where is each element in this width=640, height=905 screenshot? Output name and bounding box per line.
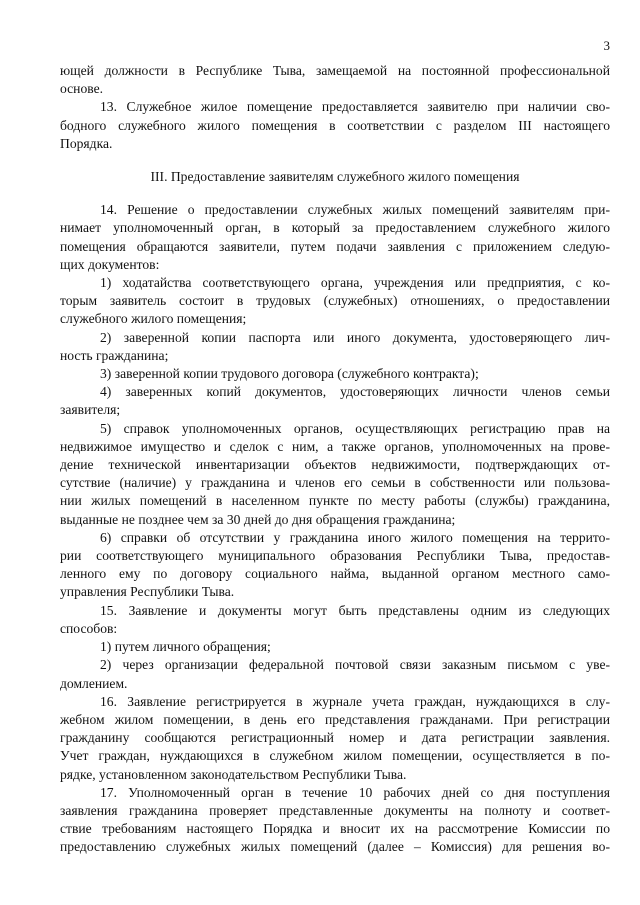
text-line: 6) справки об отсутствии у гражданина иного жилого помещения на террито- [100, 529, 610, 545]
text-line: 15. Заявление и документы могут быть представлены одним из следующих [100, 602, 610, 618]
text-line: ствие требованиям настоящего Порядка и вносит их на рассмотрение Комиссии по [60, 821, 610, 837]
text-line: рии соответствующего муниципального образования Республики Тыва, предостав- [60, 548, 610, 564]
text-line: основе. [60, 81, 104, 97]
text-line: дение технической инвентаризации объектов недвижимости, подтверждающих от- [60, 457, 610, 473]
document-body [60, 62, 610, 857]
text-line: 14. Решение о предоставлении служебных жилых помещений заявителям при- [100, 202, 610, 218]
text-line: 3) заверенной копии трудового договора (служебного контракта); [100, 366, 479, 382]
text-line: предоставлению служебных жилых помещений (далее – Комиссия) для решения во- [60, 839, 610, 855]
text-line: Учет граждан, нуждающихся в служебном жилом помещении, осуществляется в по- [60, 748, 610, 764]
text-line: жебном жилом помещении, в день его представления гражданами. При регистрации [60, 711, 610, 727]
page-number: 3 [603, 38, 610, 53]
section-heading: III. Предоставление заявителям служебного жилого помещения [150, 169, 520, 185]
text-line: нимает уполномоченный орган, в который за предоставлением служебного жилого [60, 220, 610, 236]
text-line: щих документов: [60, 256, 160, 272]
text-line: ность гражданина; [60, 347, 169, 363]
text-line: ющей должности в Республике Тыва, замещаемой на постоянной профессиональной [60, 63, 610, 78]
text-line: 16. Заявление регистрируется в журнале учета граждан, нуждающихся в слу- [100, 693, 610, 709]
text-line: заявления гражданина проверяет представленные документы на полноту и соответ- [60, 802, 610, 818]
text-line: гражданину сообщаются регистрационный номер и дата регистрации заявления. [60, 730, 610, 746]
text-line: 17. Уполномоченный орган в течение 10 рабочих дней со дня поступления [100, 784, 610, 800]
text-line: торым заявитель состоит в трудовых (служебных) отношениях, о предоставлении [60, 293, 610, 309]
text-line: помещения обращаются заявители, путем подачи заявления с приложением следую- [60, 238, 610, 254]
text-line: недвижимое имущество и сделок с ним, а также органов, уполномоченных на прове- [60, 438, 610, 454]
text-line: 4) заверенных копий документов, удостоверяющих личности членов семьи [100, 384, 610, 400]
text-line: способов: [60, 620, 118, 636]
text-line: Порядка. [60, 135, 113, 151]
section-paragraphs [60, 201, 610, 856]
intro-paragraphs [60, 62, 610, 153]
text-line: 5) справок уполномоченных органов, осуществляющих регистрацию прав на [100, 420, 610, 436]
text-line: сутствие (наличие) у гражданина и членов его семьи в собственности или пользова- [60, 475, 610, 491]
text-line: бодного служебного жилого помещения в соответствии с разделом III настоящего [60, 117, 610, 133]
text-line: управления Республики Тыва. [60, 584, 235, 600]
text-line: служебного жилого помещения; [60, 311, 247, 327]
text-line: рядке, установленном законодательством Республики Тыва. [60, 766, 407, 782]
text-line: 13. Служебное жилое помещение предоставляется заявителю при наличии сво- [100, 99, 610, 115]
text-line: 1) путем личного обращения; [100, 639, 271, 655]
text-line: 2) заверенной копии паспорта или иного документа, удостоверяющего лич- [100, 329, 610, 345]
text-line: домлением. [60, 675, 128, 691]
text-line: нии жилых помещений в населенном пункте по месту работы (службы) гражданина, [60, 493, 610, 509]
text-line: 1) ходатайства соответствующего органа, учреждения или предприятия, с ко- [100, 275, 610, 291]
text-line: 2) через организации федеральной почтовой связи заказным письмом с уве- [100, 657, 610, 673]
text-line: заявителя; [60, 402, 121, 418]
text-line: ленного ему по договору социального найма, выданной органом местного само- [60, 566, 610, 582]
text-line: выданные не позднее чем за 30 дней до дня обращения гражданина; [60, 511, 456, 527]
